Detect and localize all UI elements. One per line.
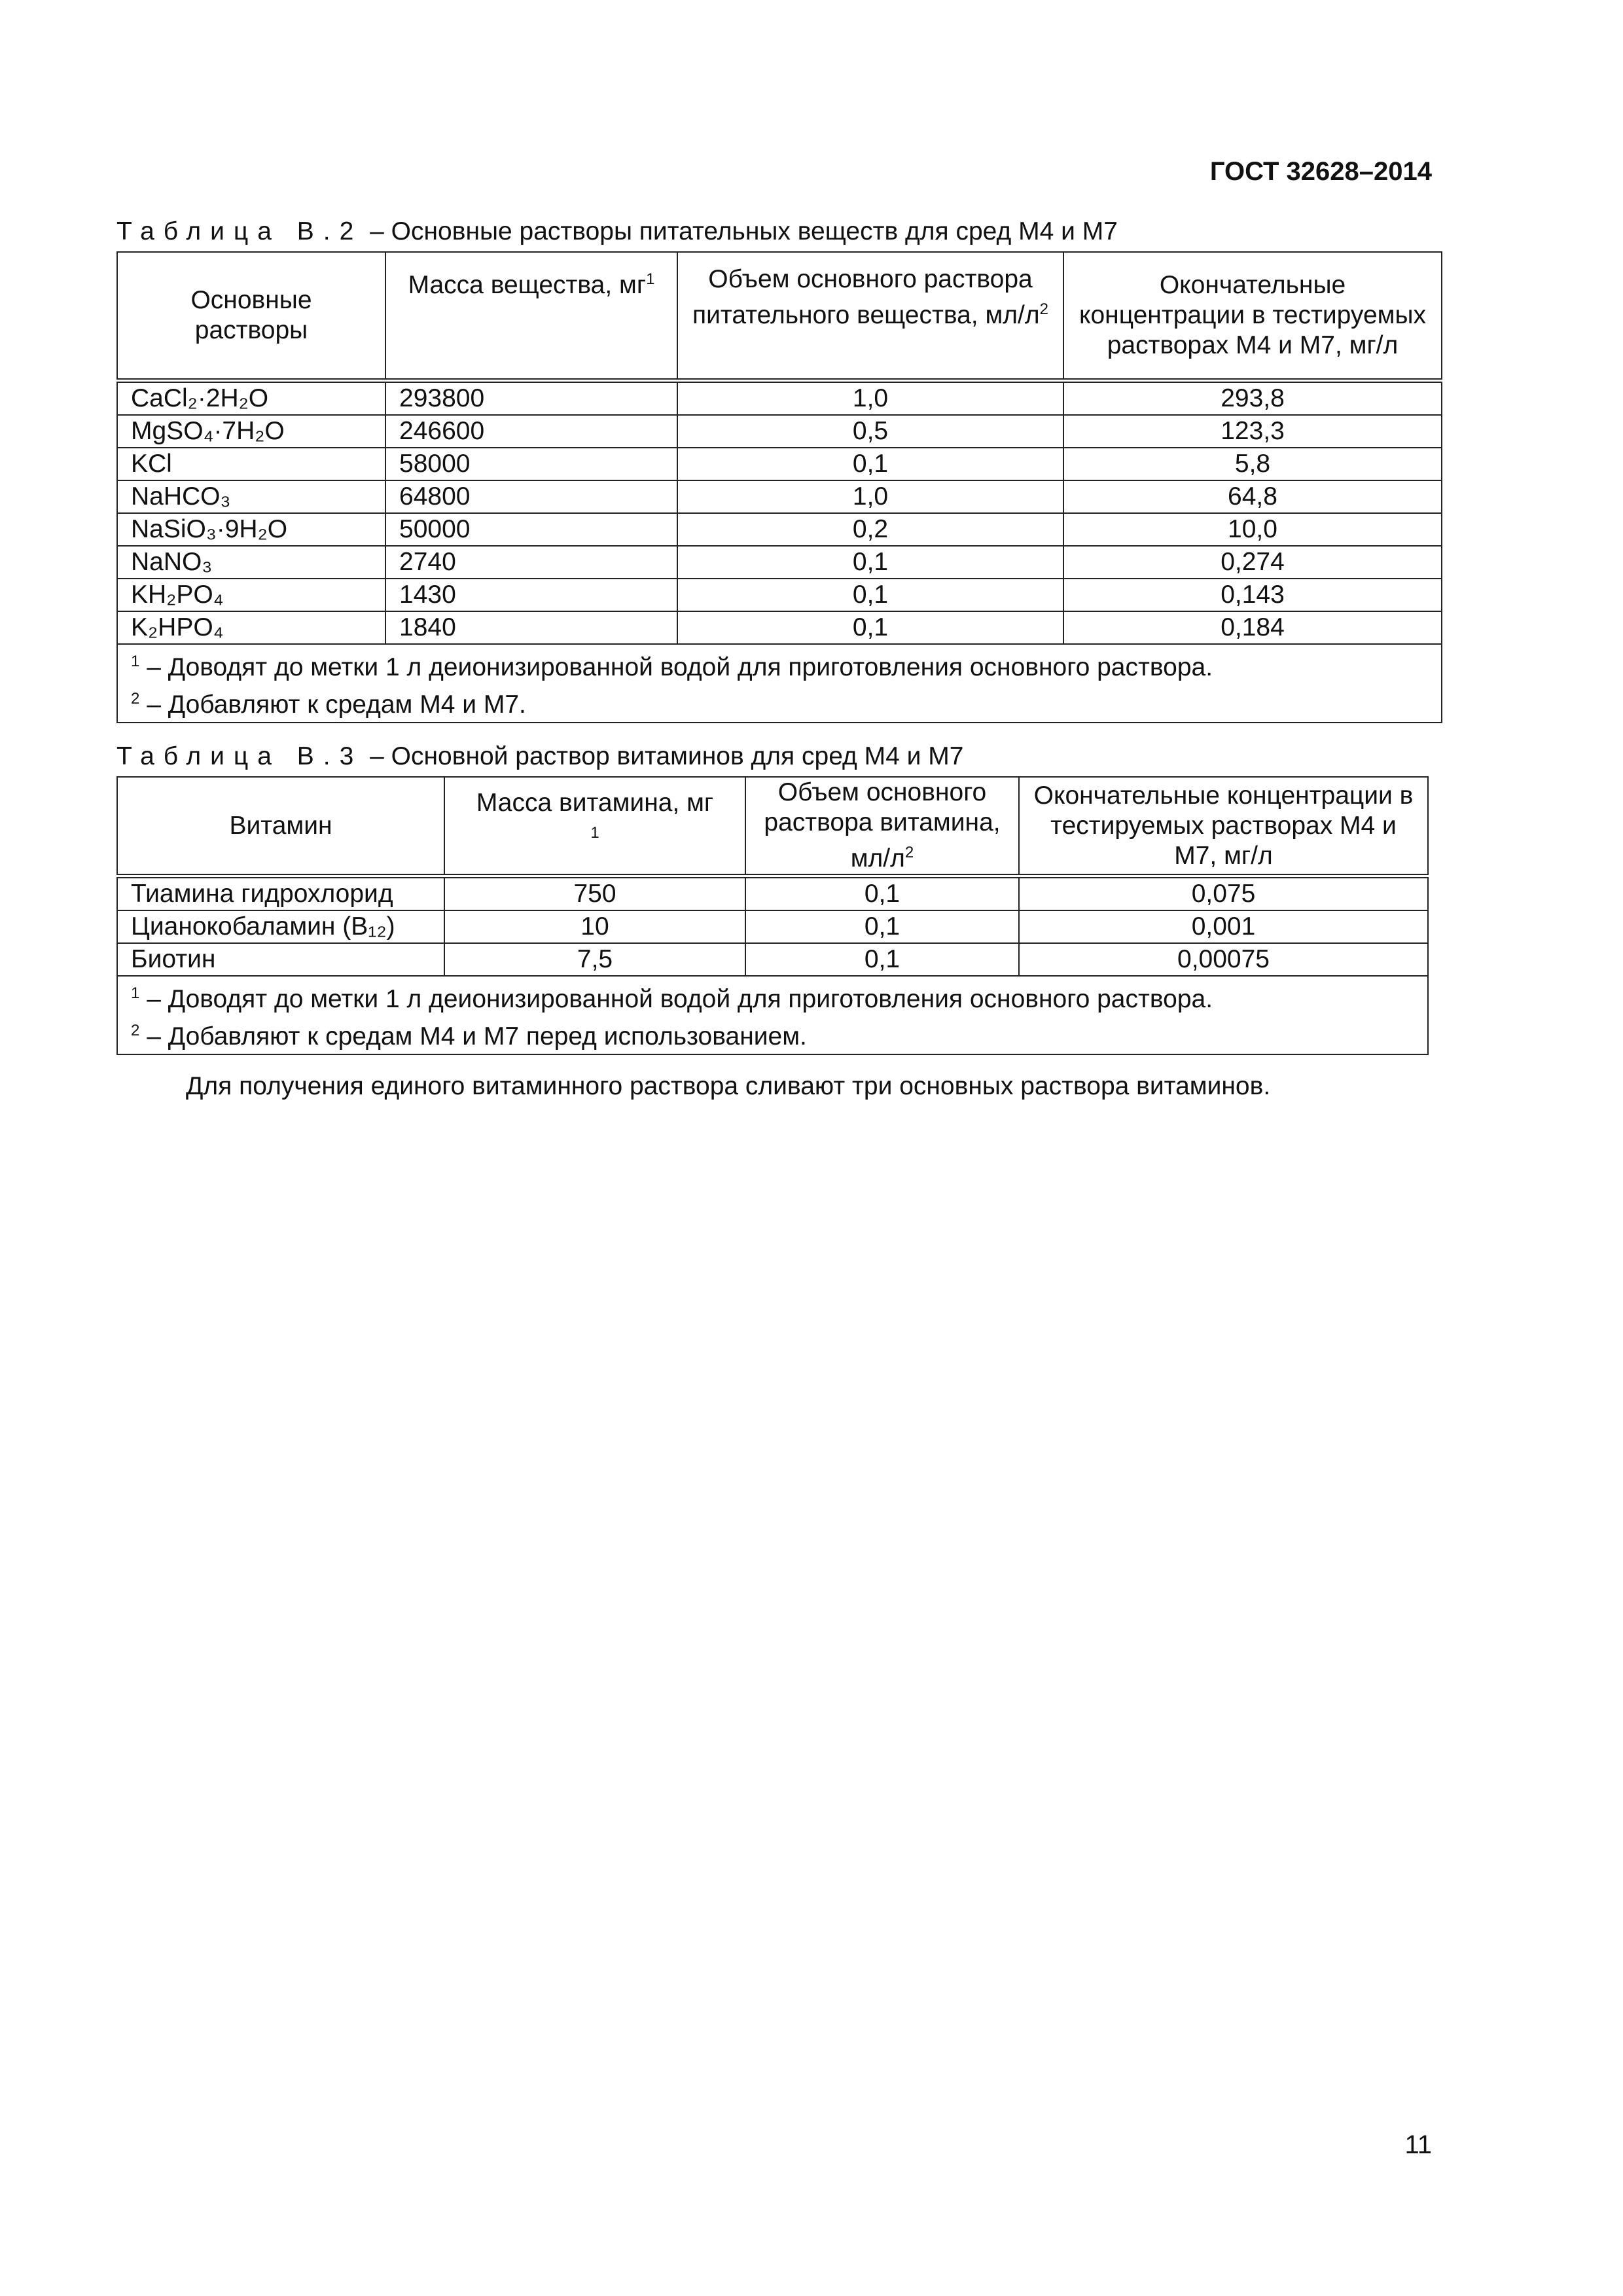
footnote-mark: 1 — [590, 824, 599, 842]
table-b2-header-solution: Основные растворы — [117, 252, 385, 380]
solution-name: K₂HPO₄ — [117, 611, 385, 644]
conc-value: 5,8 — [1063, 448, 1442, 480]
table-b3 — [116, 776, 1429, 1055]
page-number: 11 — [1404, 2130, 1432, 2159]
vitamin-name: Тиамина гидрохлорид — [117, 876, 444, 911]
mass-value: 750 — [444, 876, 745, 911]
table-b3-footnotes — [117, 976, 1428, 1054]
solution-name: CaCl₂·2H₂O — [117, 380, 385, 415]
volume-value: 0,1 — [677, 579, 1063, 611]
volume-value: 1,0 — [677, 380, 1063, 415]
vitamin-name: Биотин — [117, 943, 444, 976]
body-paragraph: Для получения единого витаминного раствора сливают три основных раствора витаминов. — [186, 1072, 1271, 1100]
conc-value: 0,00075 — [1019, 943, 1428, 976]
table-row — [117, 579, 1442, 611]
volume-value: 0,1 — [677, 611, 1063, 644]
mass-value: 58000 — [385, 448, 677, 480]
table-row — [117, 415, 1442, 448]
table-row — [117, 380, 1442, 415]
mass-value: 50000 — [385, 513, 677, 546]
table-row — [117, 611, 1442, 644]
conc-value: 64,8 — [1063, 480, 1442, 513]
conc-value: 10,0 — [1063, 513, 1442, 546]
table-row — [117, 876, 1428, 911]
document-id: ГОСТ 32628–2014 — [1209, 157, 1432, 186]
solution-name: NaNO₃ — [117, 546, 385, 579]
table-b3-title: – Основной раствор витаминов для сред М4 и М7 — [370, 742, 964, 770]
conc-value: 293,8 — [1063, 380, 1442, 415]
mass-value: 246600 — [385, 415, 677, 448]
conc-value: 0,143 — [1063, 579, 1442, 611]
volume-value: 0,5 — [677, 415, 1063, 448]
solution-name: MgSO₄·7H₂O — [117, 415, 385, 448]
table-b3-header-mass: Масса витамина, мг $^1$ — [444, 777, 745, 876]
mass-value: 2740 — [385, 546, 677, 579]
footnote-2: $^2$ – Добавляют к средам М4 и М7. — [131, 689, 526, 719]
table-b2-footnotes — [117, 644, 1442, 723]
table-b3-header-volume: Объем основного раствора витамина, $мл/л^2$ — [745, 777, 1019, 876]
table-b3-caption — [116, 742, 963, 771]
solution-name: KCl — [117, 448, 385, 480]
table-row — [117, 546, 1442, 579]
solution-name: KH₂PO₄ — [117, 579, 385, 611]
table-row — [117, 448, 1442, 480]
volume-value: 1,0 — [677, 480, 1063, 513]
volume-value: 0,2 — [677, 513, 1063, 546]
table-b2-header-mass: Масса вещества, $мг^1$ — [385, 252, 677, 380]
table-b3-label: Таблица В.3 — [116, 742, 363, 770]
conc-value: 0,274 — [1063, 546, 1442, 579]
table-b2-header-volume: Объем основного раствора питательного вещества, $мл/л^2$ — [677, 252, 1063, 380]
table-b2-header-conc: Окончательные концентрации в тестируемых растворах М4 и М7, мг/л — [1063, 252, 1442, 380]
table-row — [117, 480, 1442, 513]
table-b3-header-conc: Окончательные концентрации в тестируемых растворах М4 и М7, мг/л — [1019, 777, 1428, 876]
conc-value: 0,001 — [1019, 910, 1428, 943]
footnote-mark: 1 — [646, 270, 655, 288]
table-b2-caption — [116, 217, 1118, 246]
mass-value: 10 — [444, 910, 745, 943]
conc-value: 0,075 — [1019, 876, 1428, 911]
table-b2 — [116, 251, 1442, 723]
table-row — [117, 943, 1428, 976]
footnote-1: $^1$ – Доводят до метки 1 л деионизированной водой для приготовления основного раствора. — [131, 652, 1213, 681]
footnote-mark: 2 — [904, 844, 914, 861]
vitamin-name: Цианокобаламин (B₁₂) — [117, 910, 444, 943]
table-b2-title: – Основные растворы питательных веществ для сред М4 и М7 — [370, 217, 1118, 245]
solution-name: NaHCO₃ — [117, 480, 385, 513]
footnote-mark: 2 — [1039, 300, 1048, 318]
mass-value: 7,5 — [444, 943, 745, 976]
mass-value: 1430 — [385, 579, 677, 611]
conc-value: 0,184 — [1063, 611, 1442, 644]
table-b3-header-vitamin: Витамин — [117, 777, 444, 876]
footnote-2: $^2$ – Добавляют к средам М4 и М7 перед использованием. — [131, 1022, 807, 1050]
footnote-1: $^1$ – Доводят до метки 1 л деионизированной водой для приготовления основного раствора. — [131, 984, 1213, 1013]
solution-name: NaSiO₃·9H₂O — [117, 513, 385, 546]
mass-value: 293800 — [385, 380, 677, 415]
conc-value: 123,3 — [1063, 415, 1442, 448]
table-row — [117, 910, 1428, 943]
volume-value: 0,1 — [745, 943, 1019, 976]
mass-value: 1840 — [385, 611, 677, 644]
volume-value: 0,1 — [745, 910, 1019, 943]
table-b2-label: Таблица В.2 — [116, 217, 363, 245]
volume-value: 0,1 — [677, 448, 1063, 480]
volume-value: 0,1 — [677, 546, 1063, 579]
volume-value: 0,1 — [745, 876, 1019, 911]
mass-value: 64800 — [385, 480, 677, 513]
table-row — [117, 513, 1442, 546]
